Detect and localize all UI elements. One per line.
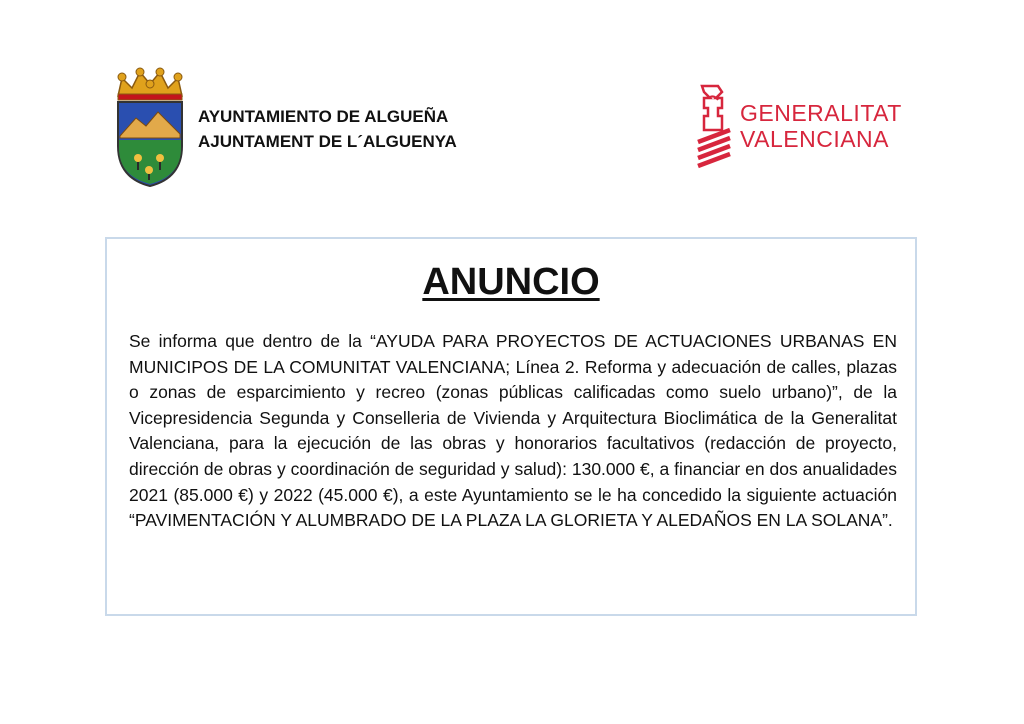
notice-body: Se informa que dentro de la “AYUDA PARA PROYECTOS DE ACTUACIONES URBANAS EN MUNICIPOS DE LA COMUNITAT VALENCIANA; Línea 2. Reforma y adecuación de calles, plazas o zonas de esparcimiento y recreo (zonas públicas calificadas como suelo urbano)”, de la Vicepresidencia Segunda y Conselleria de Vivienda y Arquitectura Bioclimática de la Generalitat Valenciana, para la ejecución de las obras y honorarios facultativos (redacción de proyecto, dirección de obras y coordinación de seguridad y salud): 130.000 €, a financiar en dos anualidades 2021 (85.000 €) y 2022 (45.000 €), a este Ayuntamiento se le ha concedido la siguiente actuación “PAVIMENTACIÓN Y ALUMBRADO DE LA PLAZA LA GLORIETA Y ALEDAÑOS EN LA SOLANA”.: [129, 331, 897, 531]
generalitat-name-line2: VALENCIANA: [740, 126, 890, 152]
generalitat-logo: [694, 82, 908, 172]
generalitat-logo-icon: [694, 82, 734, 172]
generalitat-name-line1: GENERALITAT: [740, 100, 902, 126]
notice-title: ANUNCIO: [422, 261, 600, 303]
notice-box: [105, 237, 917, 616]
coat-of-arms-icon: [112, 66, 188, 188]
municipality-name-va: AJUNTAMENT DE L´ALGUENYA: [198, 132, 457, 151]
municipality-name-es: AYUNTAMIENTO DE ALGUEÑA: [198, 107, 449, 126]
